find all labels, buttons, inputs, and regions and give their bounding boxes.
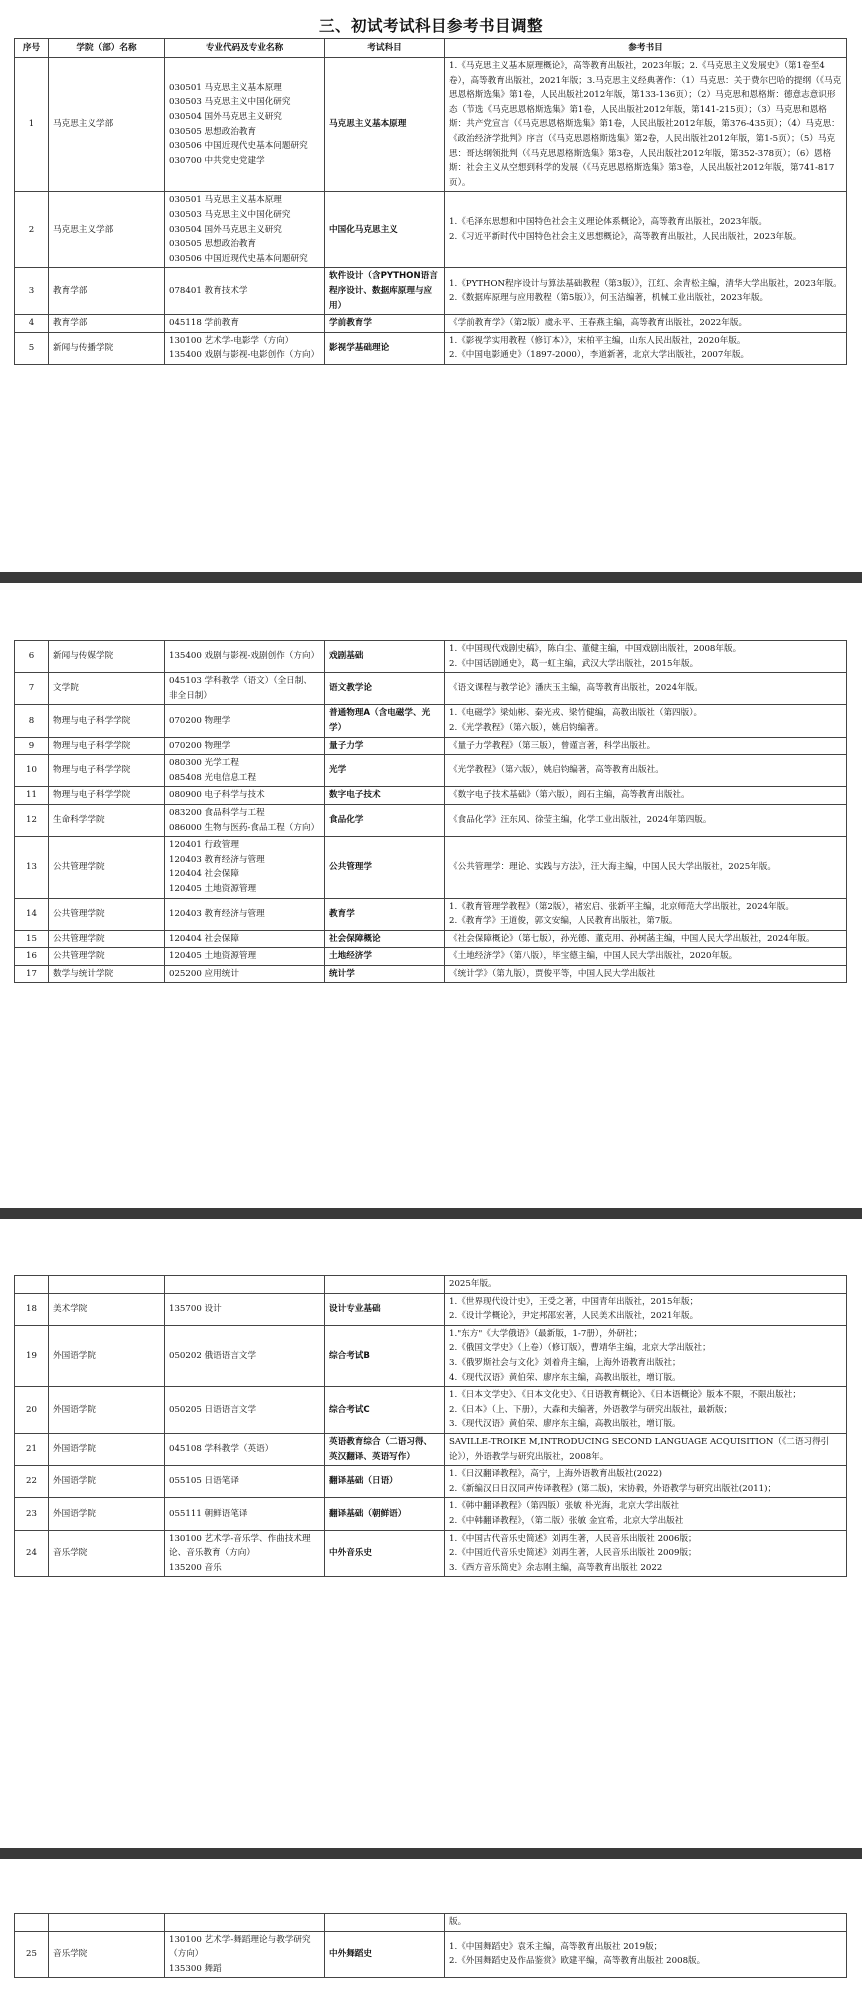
reference-line: 3.《西方音乐简史》余志刚主编，高等教育出版社 2022 bbox=[449, 1562, 663, 1573]
exam-subject: 学前教育学 bbox=[325, 315, 445, 333]
major-code-line: 120405 土地资源管理 bbox=[169, 951, 257, 962]
major-codes bbox=[165, 268, 325, 315]
reference-books bbox=[445, 315, 847, 333]
school-name: 马克思主义学部 bbox=[49, 192, 165, 268]
row-number: 22 bbox=[15, 1466, 49, 1498]
reference-line: 1.《中国现代戏剧史稿》，陈白尘、董健主编，中国戏剧出版社，2008年版。 bbox=[449, 644, 742, 654]
major-codes bbox=[165, 837, 325, 898]
exam-subject: 教育学 bbox=[325, 898, 445, 930]
row-number: 18 bbox=[15, 1293, 49, 1325]
reference-books bbox=[445, 930, 847, 948]
school-name: 外国语学院 bbox=[49, 1498, 165, 1530]
exam-subject: 戏剧基础 bbox=[325, 641, 445, 673]
reference-books bbox=[445, 965, 847, 983]
reference-line: 1.《中国古代音乐史简述》刘再生著，人民音乐出版社 2006版； bbox=[449, 1533, 697, 1544]
row-number: 11 bbox=[15, 787, 49, 805]
reference-line: 《量子力学教程》（第三版），曾谨言著，科学出版社。 bbox=[449, 740, 656, 751]
reference-line: 1.《韩中翻译教程》（第四版）张敏 朴光海，北京大学出版社 bbox=[449, 1501, 680, 1512]
major-codes bbox=[165, 898, 325, 930]
reference-line: 《光学教程》（第六版），姚启钧编著，高等教育出版社。 bbox=[449, 765, 664, 776]
reference-line: 2.《设计学概论》，尹定邦邵宏著，人民美术出版社，2021年版。 bbox=[449, 1311, 699, 1322]
reference-line: 2.《习近平新时代中国特色社会主义思想概论》，高等教育出版社，人民出版社，2023年版。 bbox=[449, 231, 802, 242]
row-number: 5 bbox=[15, 332, 49, 364]
reference-line: 《统计学》（第九版），贾俊平等，中国人民大学出版社 bbox=[449, 968, 656, 979]
table-row bbox=[15, 1931, 847, 1978]
refs-continuation: 版。 bbox=[445, 1914, 847, 1932]
major-codes bbox=[165, 332, 325, 364]
major-code-line: 030504 国外马克思主义研究 bbox=[169, 112, 282, 123]
major-codes bbox=[165, 1387, 325, 1434]
major-codes bbox=[165, 1530, 325, 1577]
major-code-line: 130100 艺术学-舞蹈理论与教学研究（方向） bbox=[169, 1934, 311, 1960]
table-row bbox=[15, 755, 847, 787]
major-codes bbox=[165, 804, 325, 836]
reference-line: 1.《影视学实用教程（修订本）》，宋柏平主编，山东人民出版社，2020年版。 bbox=[449, 335, 746, 346]
table-row bbox=[15, 58, 847, 192]
school-name: 外国语学院 bbox=[49, 1387, 165, 1434]
school-name: 物理与电子科学学院 bbox=[49, 737, 165, 755]
reference-books bbox=[445, 804, 847, 836]
school-name: 文学院 bbox=[49, 673, 165, 705]
school-name: 教育学部 bbox=[49, 315, 165, 333]
major-code-line: 030503 马克思主义中国化研究 bbox=[169, 209, 291, 220]
major-code-line: 030700 中共党史党建学 bbox=[169, 155, 265, 166]
page-separator bbox=[0, 1208, 862, 1219]
major-codes bbox=[165, 673, 325, 705]
reference-line: 2.《光学教程》（第六版），姚启钧编著。 bbox=[449, 722, 604, 733]
major-code-line: 130100 艺术学-音乐学、作曲技术理论、音乐教育（方向） bbox=[169, 1533, 311, 1559]
exam-subject: 食品化学 bbox=[325, 804, 445, 836]
exam-subject: 统计学 bbox=[325, 965, 445, 983]
reference-books bbox=[445, 1293, 847, 1325]
reference-line: 3.《俄罗斯社会与文化》刘着舟主编，上海外语教育出版社； bbox=[449, 1357, 681, 1368]
reference-line: 2.《俄国文学史》（上卷）（修订版），曹靖华主编，北京大学出版社； bbox=[449, 1343, 711, 1354]
major-code-line: 050202 俄语语言文学 bbox=[169, 1350, 257, 1361]
major-code-line: 080900 电子科学与技术 bbox=[169, 790, 265, 801]
school-name: 生命科学学院 bbox=[49, 804, 165, 836]
major-code-line: 045118 学前教育 bbox=[169, 318, 239, 329]
row-number: 17 bbox=[15, 965, 49, 983]
reference-line: 《语文课程与教学论》潘庆玉主编，高等教育出版社，2024年版。 bbox=[449, 683, 703, 694]
school-name: 新闻与传播学院 bbox=[49, 332, 165, 364]
major-code-line: 085408 光电信息工程 bbox=[169, 772, 257, 783]
exam-subject: 普通物理A（含电磁学、光学） bbox=[325, 705, 445, 737]
major-code-line: 030505 思想政治教育 bbox=[169, 239, 257, 250]
table-section-4 bbox=[14, 1913, 846, 1978]
major-code-line: 030501 马克思主义基本原理 bbox=[169, 82, 282, 93]
major-code-line: 070200 物理学 bbox=[169, 715, 231, 726]
reference-books bbox=[445, 1325, 847, 1386]
reference-books bbox=[445, 1530, 847, 1577]
row-number: 10 bbox=[15, 755, 49, 787]
row-number: 15 bbox=[15, 930, 49, 948]
school-name: 公共管理学院 bbox=[49, 948, 165, 966]
exam-subject: 翻译基础（日语） bbox=[325, 1466, 445, 1498]
reference-books bbox=[445, 673, 847, 705]
row-number: 21 bbox=[15, 1433, 49, 1465]
major-code-line: 135400 戏剧与影视-戏剧创作（方向） bbox=[169, 651, 320, 662]
major-code-line: 078401 教育技术学 bbox=[169, 285, 248, 296]
row-number: 25 bbox=[15, 1931, 49, 1978]
reference-line: 2.《中国近代音乐史简述》刘再生著，人民音乐出版社 2009版； bbox=[449, 1548, 697, 1559]
exam-subject: 土地经济学 bbox=[325, 948, 445, 966]
reference-line: 1.《电磁学》梁灿彬、秦光戎、梁竹健编，高教出版社（第四版）。 bbox=[449, 708, 703, 719]
major-code-line: 045103 学科教学（语文）（全日制、非全日制） bbox=[169, 676, 312, 701]
school-name: 音乐学院 bbox=[49, 1530, 165, 1577]
table-row bbox=[15, 837, 847, 898]
school-name: 外国语学院 bbox=[49, 1466, 165, 1498]
school-name: 音乐学院 bbox=[49, 1931, 165, 1978]
major-codes bbox=[165, 1293, 325, 1325]
table-row bbox=[15, 1466, 847, 1498]
exam-subject: 英语教育综合（二语习得、英汉翻译、英语写作） bbox=[325, 1433, 445, 1465]
exam-subject: 中国化马克思主义 bbox=[325, 192, 445, 268]
refs-continuation: 2025年版。 bbox=[445, 1276, 847, 1294]
table-row bbox=[15, 898, 847, 930]
reference-line: 1."东方"《大学俄语》（最新版，1-7册），外研社； bbox=[449, 1328, 643, 1339]
school-name: 教育学部 bbox=[49, 268, 165, 315]
school-name: 新闻与传媒学院 bbox=[49, 641, 165, 673]
table-row bbox=[15, 1498, 847, 1530]
major-codes bbox=[165, 315, 325, 333]
reference-books bbox=[445, 737, 847, 755]
school-name: 外国语学院 bbox=[49, 1325, 165, 1386]
table-row bbox=[15, 930, 847, 948]
major-codes bbox=[165, 641, 325, 673]
exam-subject: 光学 bbox=[325, 755, 445, 787]
school-name: 美术学院 bbox=[49, 1293, 165, 1325]
table-row bbox=[15, 315, 847, 333]
major-code-line: 135700 设计 bbox=[169, 1303, 222, 1314]
exam-subject: 语文教学论 bbox=[325, 673, 445, 705]
reference-line: 1.《日本文学史》、《日本文化史》、《日语教育概论》、《日本语概论》版本不限，不限出版社； bbox=[449, 1390, 801, 1401]
reference-books bbox=[445, 268, 847, 315]
reference-books bbox=[445, 1433, 847, 1465]
row-number: 4 bbox=[15, 315, 49, 333]
school-name: 公共管理学院 bbox=[49, 898, 165, 930]
reference-books bbox=[445, 837, 847, 898]
major-code-line: 025200 应用统计 bbox=[169, 968, 239, 979]
major-codes bbox=[165, 1325, 325, 1386]
table-section-1 bbox=[14, 38, 846, 365]
reference-line: 2.《中韩翻译教程》，（第二版）张敏 金宜希，北京大学出版社 bbox=[449, 1515, 684, 1526]
reference-books bbox=[445, 58, 847, 192]
exam-subject: 社会保障概论 bbox=[325, 930, 445, 948]
school-name: 物理与电子科学学院 bbox=[49, 787, 165, 805]
exam-subject: 设计专业基础 bbox=[325, 1293, 445, 1325]
major-code-line: 135400 戏剧与影视-电影创作（方向） bbox=[169, 350, 320, 361]
school-name: 外国语学院 bbox=[49, 1433, 165, 1465]
major-codes bbox=[165, 755, 325, 787]
exam-subject: 软件设计（含PYTHON语言程序设计、数据库原理与应用） bbox=[325, 268, 445, 315]
table-section-2 bbox=[14, 640, 846, 983]
reference-line: 1.《日汉翻译教程》，高宁，上海外语教育出版社(2022) bbox=[449, 1469, 662, 1480]
reference-line: 2.《外国舞蹈史及作品鉴赏》欧建平编，高等教育出版社 2008版。 bbox=[449, 1956, 706, 1967]
reference-books bbox=[445, 948, 847, 966]
major-code-line: 080300 光学工程 bbox=[169, 758, 239, 769]
table-row bbox=[15, 948, 847, 966]
major-codes bbox=[165, 965, 325, 983]
row-number: 6 bbox=[15, 641, 49, 673]
row-number: 12 bbox=[15, 804, 49, 836]
table-row bbox=[15, 965, 847, 983]
major-code-line: 086000 生物与医药-食品工程（方向） bbox=[169, 822, 320, 833]
major-codes bbox=[165, 192, 325, 268]
reference-books bbox=[445, 1387, 847, 1434]
major-code-line: 030504 国外马克思主义研究 bbox=[169, 224, 282, 235]
row-number: 2 bbox=[15, 192, 49, 268]
major-code-line: 030503 马克思主义中国化研究 bbox=[169, 97, 291, 108]
table-section-3 bbox=[14, 1275, 846, 1577]
major-code-line: 030506 中国近现代史基本问题研究 bbox=[169, 141, 308, 152]
table-row bbox=[15, 1530, 847, 1577]
school-name: 马克思主义学部 bbox=[49, 58, 165, 192]
table-row bbox=[15, 673, 847, 705]
table-row bbox=[15, 268, 847, 315]
exam-subject: 影视学基础理论 bbox=[325, 332, 445, 364]
reference-books bbox=[445, 755, 847, 787]
major-codes bbox=[165, 930, 325, 948]
reference-line: SAVILLE-TROIKE M,INTRODUCING SECOND LANGUAGE ACQUISITION（《二语习得引论》），外语教学与研究出版社，2008年。 bbox=[449, 1436, 830, 1462]
reference-line: 2.《中国话剧通史》，葛一虹主编，武汉大学出版社，2015年版。 bbox=[449, 658, 699, 669]
exam-subject: 综合考试C bbox=[325, 1387, 445, 1434]
reference-line: 1.《教育管理学教程》（第2版），褚宏启、张新平主编，北京师范大学出版社，2024年版。 bbox=[449, 901, 794, 912]
row-number: 3 bbox=[15, 268, 49, 315]
reference-line: 《土地经济学》（第八版），毕宝德主编，中国人民大学出版社，2020年版。 bbox=[449, 951, 738, 962]
school-name: 数学与统计学院 bbox=[49, 965, 165, 983]
table-row bbox=[15, 804, 847, 836]
major-codes bbox=[165, 58, 325, 192]
table-row bbox=[15, 641, 847, 673]
major-codes bbox=[165, 737, 325, 755]
table-row bbox=[15, 737, 847, 755]
row-number: 9 bbox=[15, 737, 49, 755]
reference-line: 2.《教育学》王道俊，郭文安编，人民教育出版社，第7版。 bbox=[449, 916, 678, 927]
major-codes bbox=[165, 948, 325, 966]
exam-subject: 综合考试B bbox=[325, 1325, 445, 1386]
table-row bbox=[15, 1325, 847, 1386]
exam-subject: 中外舞蹈史 bbox=[325, 1931, 445, 1978]
reference-line: 2.《日本》（上、下册），大森和夫编著，外语教学与研究出版社，最新版； bbox=[449, 1404, 733, 1415]
col-header-no: 序号 bbox=[15, 39, 49, 58]
page-separator bbox=[0, 572, 862, 583]
col-header-major: 专业代码及专业名称 bbox=[165, 39, 325, 58]
major-code-line: 120403 教育经济与管理 bbox=[169, 908, 265, 919]
reference-books bbox=[445, 705, 847, 737]
exam-subject: 中外音乐史 bbox=[325, 1530, 445, 1577]
major-codes bbox=[165, 1931, 325, 1978]
col-header-subject: 考试科目 bbox=[325, 39, 445, 58]
reference-line: 1.《PYTHON程序设计与算法基础教程（第3版）》，江红、余青松主编，清华大学出版社，2023年版。 bbox=[449, 278, 842, 289]
table-row bbox=[15, 332, 847, 364]
major-codes bbox=[165, 787, 325, 805]
major-code-line: 120403 教育经济与管理 bbox=[169, 854, 265, 865]
major-codes bbox=[165, 1466, 325, 1498]
exam-subject: 马克思主义基本原理 bbox=[325, 58, 445, 192]
row-number: 14 bbox=[15, 898, 49, 930]
major-code-line: 120404 社会保障 bbox=[169, 869, 239, 880]
reference-line: 2.《数据库原理与应用教程（第5版）》，何玉洁编著，机械工业出版社，2023年版。 bbox=[449, 293, 769, 304]
major-code-line: 135300 舞蹈 bbox=[169, 1963, 222, 1974]
reference-line: 2.《新编汉日日汉同声传译教程》(第二版)，宋协毅，外语教学与研究出版社(2011)； bbox=[449, 1483, 777, 1494]
reference-books bbox=[445, 641, 847, 673]
school-name: 公共管理学院 bbox=[49, 837, 165, 898]
major-code-line: 130100 艺术学-电影学（方向） bbox=[169, 335, 294, 346]
table-row bbox=[15, 1293, 847, 1325]
major-code-line: 070200 物理学 bbox=[169, 740, 231, 751]
exam-subject: 数字电子技术 bbox=[325, 787, 445, 805]
major-code-line: 030506 中国近现代史基本问题研究 bbox=[169, 253, 308, 264]
col-header-school: 学院（部）名称 bbox=[49, 39, 165, 58]
major-code-line: 030501 马克思主义基本原理 bbox=[169, 195, 282, 206]
reference-books bbox=[445, 787, 847, 805]
major-code-line: 120404 社会保障 bbox=[169, 933, 239, 944]
reference-line: 《公共管理学：理论、实践与方法》，汪大海主编，中国人民大学出版社，2025年版。 bbox=[449, 862, 776, 873]
table-row bbox=[15, 787, 847, 805]
reference-books bbox=[445, 1498, 847, 1530]
major-codes bbox=[165, 1433, 325, 1465]
reference-line: 《数字电子技术基础》（第六版），阎石主编，高等教育出版社。 bbox=[449, 790, 690, 801]
reference-line: 3.《现代汉语》黄伯荣、廖序东主编，高教出版社，增订版。 bbox=[449, 1419, 681, 1430]
row-number: 23 bbox=[15, 1498, 49, 1530]
reference-line: 1.《毛泽东思想和中国特色社会主义理论体系概论》，高等教育出版社，2023年版。 bbox=[449, 217, 767, 228]
major-code-line: 120405 土地资源管理 bbox=[169, 883, 257, 894]
reference-line: 2.《中国电影通史》（1897-2000），李道新著，北京大学出版社，2007年版。 bbox=[449, 350, 750, 361]
row-number: 16 bbox=[15, 948, 49, 966]
table-row bbox=[15, 1387, 847, 1434]
table-row-continuation bbox=[15, 1276, 847, 1294]
school-name: 公共管理学院 bbox=[49, 930, 165, 948]
major-code-line: 055105 日语笔译 bbox=[169, 1476, 239, 1487]
major-code-line: 135200 音乐 bbox=[169, 1562, 222, 1573]
major-code-line: 045108 学科教学（英语） bbox=[169, 1444, 274, 1455]
exam-subject: 公共管理学 bbox=[325, 837, 445, 898]
row-number: 19 bbox=[15, 1325, 49, 1386]
reference-line: 1.《世界现代设计史》，王受之著，中国青年出版社，2015年版； bbox=[449, 1296, 699, 1307]
school-name: 物理与电子科学学院 bbox=[49, 755, 165, 787]
reference-books bbox=[445, 1931, 847, 1978]
page-title: 三、初试考试科目参考书目调整 bbox=[318, 17, 543, 35]
row-number: 8 bbox=[15, 705, 49, 737]
reference-books bbox=[445, 332, 847, 364]
table-row bbox=[15, 705, 847, 737]
major-code-line: 055111 朝鲜语笔译 bbox=[169, 1508, 248, 1519]
major-codes bbox=[165, 705, 325, 737]
col-header-refs: 参考书目 bbox=[445, 39, 847, 58]
table-row-continuation bbox=[15, 1914, 847, 1932]
row-number: 13 bbox=[15, 837, 49, 898]
reference-books bbox=[445, 192, 847, 268]
reference-line: 1.《中国舞蹈史》袁禾主编，高等教育出版社 2019版； bbox=[449, 1941, 663, 1952]
row-number: 20 bbox=[15, 1387, 49, 1434]
reference-line: 1.《马克思主义基本原理概论》，高等教育出版社，2023年版；2.《马克思主义发展史》（第1卷至4卷），高等教育出版社，2021年版；3.马克思主义经典著作：（1）马克思：关于费尔巴哈的提纲（《马克思恩格斯选集》第1卷，人民出版社2012年版，第133-136页）；（2）马克思和恩格斯：德意志意识形态（节选《马克思恩格斯选集》第1卷，人民出版社2012年版，第141-215页）；（3）马克思和恩格斯：共产党宣言（《马克思恩格斯选集》第1卷，人民出版社2012年版，第376-435页）；（4）马克思：《政治经济学批判》序言（《马克思恩格斯选集》第2卷，人民出版社2012年版，第1-5页）；（5）马克思：哥达纲领批判（《马克思恩格斯选集》第3卷，人民出版社2012年版，第352-378页）；（6）恩格斯：社会主义从空想到科学的发展（《马克思恩格斯选集》第3卷，人民出版社2012年版，第741-817页）。 bbox=[449, 61, 842, 188]
page-separator bbox=[0, 1848, 862, 1859]
table-header-row bbox=[15, 39, 847, 58]
major-codes bbox=[165, 1498, 325, 1530]
major-code-line: 120401 行政管理 bbox=[169, 840, 239, 851]
reference-line: 4.《现代汉语》黄伯荣、廖序东主编，高教出版社，增订版。 bbox=[449, 1372, 681, 1383]
exam-subject: 翻译基础（朝鲜语） bbox=[325, 1498, 445, 1530]
table-row bbox=[15, 192, 847, 268]
major-code-line: 083200 食品科学与工程 bbox=[169, 807, 265, 818]
reference-books bbox=[445, 898, 847, 930]
major-code-line: 050205 日语语言文学 bbox=[169, 1404, 257, 1415]
school-name: 物理与电子科学学院 bbox=[49, 705, 165, 737]
reference-line: 《学前教育学》（第2版）虞永平、王春燕主编，高等教育出版社，2022年版。 bbox=[449, 318, 748, 329]
reference-line: 《食品化学》汪东风、徐莹主编，化学工业出版社，2024年第四版。 bbox=[449, 815, 712, 826]
table-row bbox=[15, 1433, 847, 1465]
row-number: 1 bbox=[15, 58, 49, 192]
reference-books bbox=[445, 1466, 847, 1498]
reference-line: 《社会保障概论》（第七版），孙光德、董克用、孙树菡主编，中国人民大学出版社，2024年版。 bbox=[449, 933, 815, 944]
exam-subject: 量子力学 bbox=[325, 737, 445, 755]
row-number: 24 bbox=[15, 1530, 49, 1577]
major-code-line: 030505 思想政治教育 bbox=[169, 126, 257, 137]
row-number: 7 bbox=[15, 673, 49, 705]
